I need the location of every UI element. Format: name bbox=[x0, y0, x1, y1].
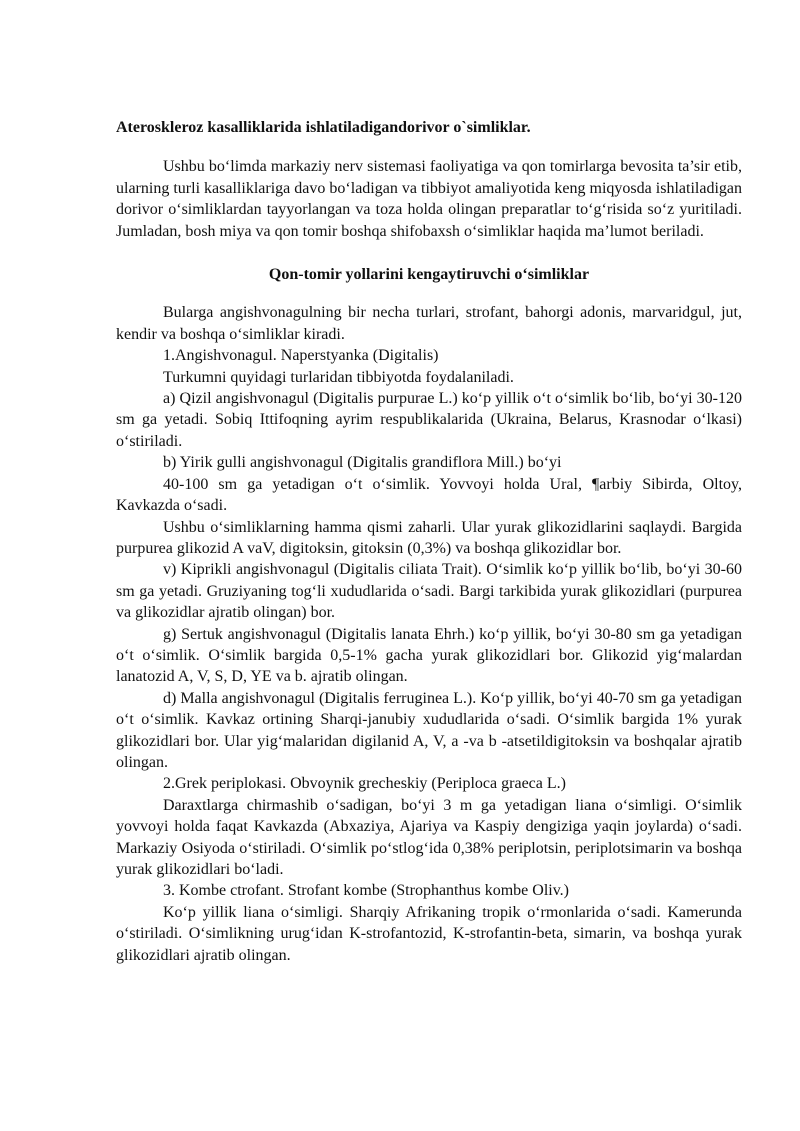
paragraph-digitalis-ferruginea: d) Malla angishvonagul (Digitalis ferruginea L.). Ko‘p yillik, bo‘yi 40-70 sm ga yetadigan o‘t o‘simlik. Kavkaz ortining Sharqi-janubiy xududlarida o‘sadi. O‘simlik bargida 1% yurak glikozidlari bor. Ular yig‘malaridan digilanid A, V, a -va b -atsetildigitoksin va boshqalar ajratib olingan. bbox=[116, 689, 742, 771]
paragraph-plants-list: Bularga angishvonagulning bir necha turlari, strofant, bahorgi adonis, marvaridgul, jut, kendir va boshqa o‘simliklar kiradi. bbox=[116, 304, 742, 343]
paragraph-periploca-body: Daraxtlarga chirmashib o‘sadigan, bo‘yi 3 m ga yetadigan liana o‘simligi. O‘simlik yovvoyi holda faqat Kavkazda (Abxaziya, Ajariya va Kaspiy dengiziga yaqin joylarda) o‘sadi. Markaziy Osiyoda o‘stiriladi. O‘simlik po‘stlog‘ida 0,38% periplotsin, periplotsimarin va boshqa yurak glikozidlari bo‘ladi. bbox=[116, 796, 742, 878]
paragraph-strophanthus-body: Ko‘p yillik liana o‘simligi. Sharqiy Afrikaning tropik o‘rmonlarida o‘sadi. Kamerunda o‘stiriladi. O‘simlikning urug‘idan K-strofantozid, K-strofantin-beta, simarin, va boshqa yurak glikozidlari ajratib olingan. bbox=[116, 903, 742, 964]
paragraph-digitalis-purpurea: a) Qizil angishvonagul (Digitalis purpurae L.) ko‘p yillik o‘t o‘simlik bo‘lib, bo‘yi 30-120 sm ga yetadi. Sobiq Ittifoqning ayrim respublikalarida (Ukraina, Belarus, Krasnodar o‘lkasi) o‘stiriladi. bbox=[116, 390, 742, 450]
paragraph-digitalis-ciliata: v) Kiprikli angishvonagul (Digitalis ciliata Trait). O‘simlik ko‘p yillik bo‘lib, bo‘yi 30-60 sm ga yetadi. Gruziyaning tog‘li xududlarida o‘sadi. Bargi tarkibida yurak glikozidlari (purpurea va glikozidlar ajratib olingan) bor. bbox=[116, 561, 742, 622]
paragraph-digitalis-grandiflora-title: b) Yirik gulli angishvonagul (Digitalis grandiflora Mill.) bo‘yi bbox=[163, 454, 562, 472]
paragraph-digitalis-title: 1.Angishvonagul. Naperstyanka (Digitalis) bbox=[163, 347, 439, 365]
paragraph-digitalis-usage: Turkumni quyidagi turlaridan tibbiyotda foydalaniladi. bbox=[163, 368, 514, 386]
section-subheading: Qon-tomir yollarini kengaytiruvchi o‘simliklar bbox=[268, 266, 590, 284]
document-heading: Ateroskleroz kasalliklarida ishlatiladigandorivor o`simliklar. bbox=[116, 119, 531, 136]
paragraph-periploca-title: 2.Grek periplokasi. Obvoynik grecheskiy (Periploca graeca L.) bbox=[163, 775, 566, 793]
intro-paragraph: Ushbu bo‘limda markaziy nerv sistemasi faoliyatiga va qon tomirlarga bevosita ta’sir etib, ularning turli kasalliklariga davo bo‘ladigan va tibbiyot amaliyotida keng miqyosda ishlatiladigan dorivor o‘simliklardan tayyorlangan va toza holda olingan preparatlar to‘g‘risida so‘z yuritiladi. Jumladan, bosh miya va qon tomir boshqa shifobaxsh o‘simliklar haqida ma’lumot beriladi. bbox=[116, 158, 742, 240]
paragraph-toxicity: Ushbu o‘simliklarning hamma qismi zaharli. Ular yurak glikozidlarini saqlaydi. Bargida purpurea glikozid A vaV, digitoksin, gitoksin (0,3%) va boshqa glikozidlar bor. bbox=[116, 518, 742, 557]
paragraph-digitalis-lanata: g) Sertuk angishvonagul (Digitalis lanata Ehrh.) ko‘p yillik, bo‘yi 30-80 sm ga yetadigan o‘t o‘simlik. O‘simlik bargida 0,5-1% gacha yurak glikozidlari bor. Glikozid yig‘malardan lanatozid A, V, S, D, YE va b. ajratib olingan. bbox=[116, 625, 742, 686]
paragraph-digitalis-grandiflora-body: 40-100 sm ga yetadigan o‘t o‘simlik. Yovvoyi holda Ural, ¶arbiy Sibirda, Oltoy, Kavkazda o‘sadi. bbox=[116, 475, 742, 515]
paragraph-strophanthus-title: 3. Kombe ctrofant. Strofant kombe (Strophanthus kombe Oliv.) bbox=[163, 882, 569, 900]
document-page bbox=[116, 110, 742, 966]
